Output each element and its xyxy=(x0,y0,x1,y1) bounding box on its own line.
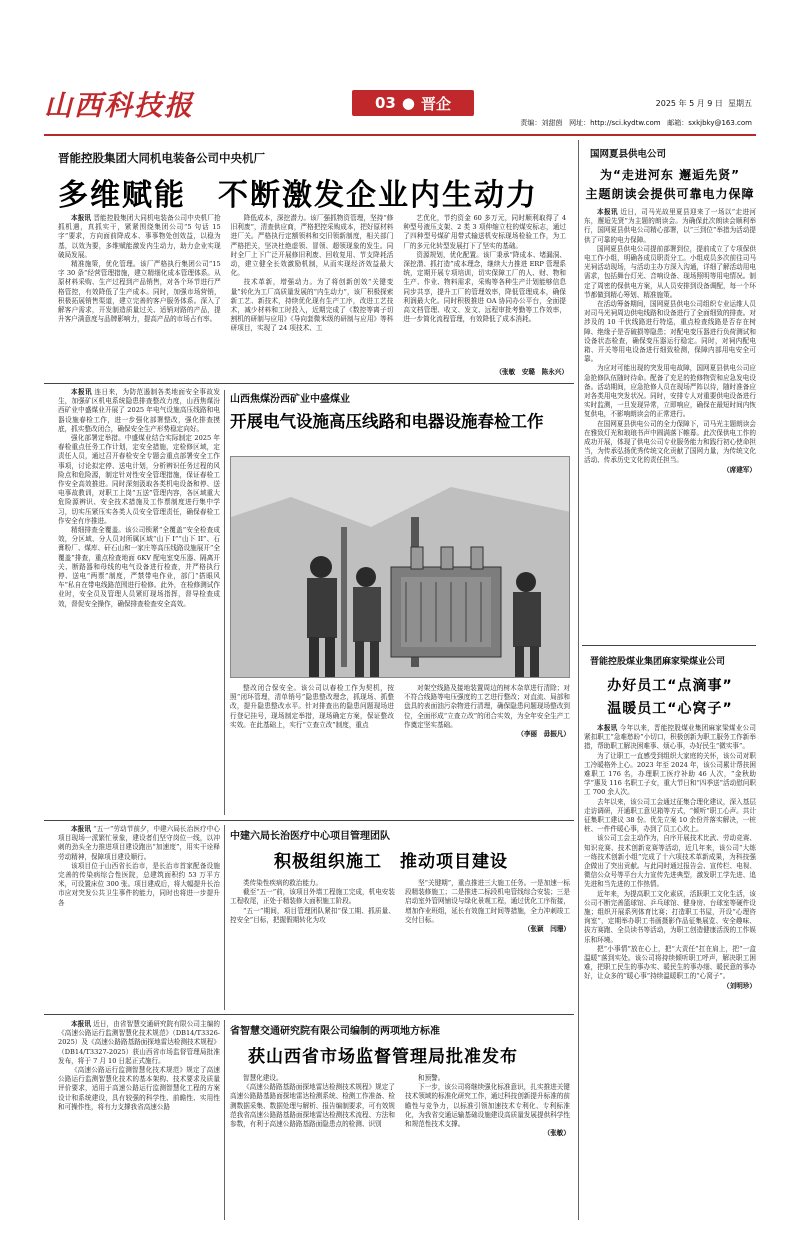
paragraph-text: 为应对可能出现的突发用电故障，国网夏县供电公司应急抢修队伍随时待命。配备了充足的抢修物资和应急发电设备。活动期间，应急抢修人员在现场严阵以待，随时准备应对各类用电突发状况。同时，安排专人对重要供电设备进行实时监测，一旦发现异常，立即响应，确保在最短时间内恢复供电，不影响朗读会的正常进行。 xyxy=(584,364,756,419)
paragraph-text: 近年来，为提高职工文化素质，活跃职工文化生活，该公司不断完善篮球馆、乒乓球馆、健身房、台球室等硬件设施；组织开展系列体育比赛；打造职工书屋，开设“心理咨询室”，定期举办职工书画摄影作品征集展览、安全趣味、拔方赛跑、全员读书等活动，为职工创造健康活泼的工作娱乐和环境。 xyxy=(584,889,756,944)
right-1-kicker: 国网夏县供电公司 xyxy=(590,149,667,160)
paragraph-lead: 本报讯 xyxy=(71,214,92,222)
feature-2-kicker: 中建六局长治医疗中心项目管理团队 xyxy=(230,831,390,842)
paragraph-text: 精细排查全覆盖。该公司锁紧“全覆盖”安全检查成效，分区域、分人员对所属区域“山下 I”“山下 II”、石膏粉厂、煤库、矸石山和一家庄等高压线路设施展开“全覆盖”排查，重点检查地面 6KV 配电室变压器、隔离开关、断路器和母线的电气设备进行检查，并严格执行停、送电“两票”制度，严禁带电作业，部门“搭眼风车”私自在带电线路范围进行检修。此外，在检修测试作业时，安全员及管理人员紧盯现场指挥，督导检查成效，督促安全操作，确保排查检查安全高效。 xyxy=(58,526,220,608)
right-2-headline-line2: 温暖员工“心窝子” xyxy=(607,701,733,717)
paragraph-text: 坚“关键期”，重点推进三大施工任务。一是加速一标段精装修施工；二是推进二标段机电管线综合安装；三是启动室外管网铺设与绿化景观工程，通过优化工序衔接，增加作业班组，延长有效施工时间等措施，全力冲刺竣工交付目标。 xyxy=(405,879,570,924)
lead-columns xyxy=(58,214,566,334)
paragraph xyxy=(584,945,756,982)
feature-2-byline: （张颖 闫珊） xyxy=(523,925,570,934)
divider xyxy=(44,820,574,821)
paragraph-text: 把“小事情”放在心上，把“大责任”扛在肩上，把“一盒温暖”落到实处。该公司将持续倾听职工呼声，解决职工困难，把职工民生的事办实、暖民生的事办细、暖民意的事办好，让众多的“暖心事”持续温暖职工的“心窝子”。 xyxy=(584,944,756,981)
paragraph xyxy=(58,862,220,908)
paragraph-text: 该公司工会主动作为，自序开展技术比武、劳动竞赛、知识竞赛、技术创新竞赛等活动，近几年来，该公司“大练一练技术创新小组”完成了十六项技术革新成果，为科技强企做出了突出贡献。与此同时通过报告会、宣传栏、电视、微信公众号等平台大力宣传先进典型，激发职工学先进、追先进和当先进的工作热情。 xyxy=(584,834,756,889)
paragraph xyxy=(230,879,395,888)
paragraph-text: 在国网夏县供电公司的全力保障下，司马光主题朗读会在雅致灯光和琅琅书声中圆满落下帷幕。此次保供电工作的成功开展，体现了供电公司专业服务能力和践行初心使命担当，为传承弘扬优秀传统文化贡献了国网力量，为传统文化活动、传承历史文化的责任担当。 xyxy=(584,419,756,465)
paragraph xyxy=(403,214,566,251)
paragraph xyxy=(231,214,394,278)
column-divider xyxy=(224,1020,225,1220)
left-4-body xyxy=(58,1020,220,1112)
divider xyxy=(582,645,756,646)
paragraph xyxy=(404,684,570,730)
paragraph xyxy=(584,752,756,798)
lead-column-1 xyxy=(58,214,221,334)
masthead xyxy=(44,82,756,134)
paragraph xyxy=(584,834,756,889)
paragraph-text: 下一步，该公司将继续强化标准意识，扎实推进关键技术领域的标准化研究工作，通过科技创新提升标准的前瞻性与竞争力，以标准引领加速技术专利化、专利标准化，为我省交通运输基础设施建设高质量发展提供科学性和规范性技术支撑。 xyxy=(405,1083,570,1129)
section-dot-icon: ● xyxy=(401,94,415,112)
right-article-1 xyxy=(584,140,756,640)
feature-article-1 xyxy=(228,388,574,816)
editor-text: 责编：刘甜茵 xyxy=(520,119,563,127)
lead-headline: 多维赋能 不断激发企业内生动力 xyxy=(58,178,538,213)
feature-photo xyxy=(230,456,570,678)
column-divider xyxy=(224,825,225,1010)
paragraph xyxy=(230,888,395,906)
issue-date xyxy=(656,98,752,109)
masthead-info xyxy=(520,118,752,128)
left-article-4 xyxy=(58,1020,220,1220)
paragraph xyxy=(230,907,395,925)
paragraph xyxy=(584,364,756,419)
paragraph-text: 为了让职工一直感受到组织大家庭的关怀，该公司对职工冷暖格外上心。2023 年至 2024 年，该公司累计帮扶困难职工 176 名，办理职工医疗补助 46 人次，“金秋助学”惠及 116 名职工子女，重大节日和“四季送”活动慰问职工 700 余人次。 xyxy=(584,751,756,797)
paragraph xyxy=(58,1066,220,1112)
feature-3-column-2 xyxy=(405,1074,570,1138)
paragraph-text: 精准施策，优化管理。该厂严格执行集团公司“15 字 30 条”经营管理措施，建立精细化成本管理体系。从原材料采购、生产过程到产品销售，对各个环节进行严格管控，有效降低了生产成本。同时，加强市场营销，积极拓展销售渠道，建立完善的客户服务体系。深入了解客户需求，开发制造质量过关、适销对路的产品，提升客户满意度与品牌影响力，提高产品的市场占有率。 xyxy=(58,260,221,324)
photo-illustration xyxy=(231,457,570,678)
paragraph xyxy=(230,1074,395,1083)
feature-3-byline: （张敏） xyxy=(543,1129,570,1138)
paragraph xyxy=(584,300,756,364)
right-2-kicker: 晋能控股煤业集团麻家梁煤业公司 xyxy=(590,657,726,667)
right-2-byline: （刘明珍） xyxy=(723,981,756,990)
paragraph-text: 截至“五一”前，该项目外墙工程施工完成，机电安装工程收尾，正处于精装修大面积施工阶段。 xyxy=(230,888,395,906)
paragraph xyxy=(405,1083,570,1129)
feature-1-byline: （李丽 毋振凡） xyxy=(517,730,570,739)
left-3-body xyxy=(58,825,220,908)
right-2-headline-line1: 办好员工“点滴事” xyxy=(607,678,733,694)
feature-1-kicker: 山西焦煤汾西矿业中盛煤业 xyxy=(230,394,350,405)
feature-2-column-1 xyxy=(230,879,395,934)
paragraph xyxy=(58,1020,220,1066)
weekday-text: 星期五 xyxy=(728,99,752,108)
paragraph xyxy=(58,434,220,526)
paragraph-lead: 本报讯 xyxy=(597,724,618,732)
divider xyxy=(44,383,574,384)
feature-1-text-col2 xyxy=(404,684,570,739)
paragraph xyxy=(58,388,220,434)
right-1-headline-line1: 为“走进河东 邂逅先贤” xyxy=(600,168,740,182)
feature-2-columns xyxy=(230,879,570,934)
paragraph-lead: 本报讯 xyxy=(71,825,91,833)
lead-byline: （张敏 安璐 陈永兴） xyxy=(495,368,568,376)
email-label: 邮箱： xyxy=(667,119,689,127)
feature-1-headline: 开展电气设施高压线路和电器设施春检工作 xyxy=(230,412,544,431)
left-article-3 xyxy=(58,825,220,1010)
lead-kicker: 晋能控股集团大同机电装备公司中央机厂 xyxy=(58,151,265,165)
paragraph xyxy=(584,245,756,300)
paragraph-text: 近日，由省智慧交通研究院有限公司主编的《高速公路运行监测智慧化技术规范》（DB14/T3326-2025）及《高速公路路基路面探地雷达检测技术规程》（DB14/T3327-2025）获山西省市场监督管理局批准发布，将于 7 月 10 日起正式施行。 xyxy=(58,1020,220,1065)
right-2-body xyxy=(584,724,756,982)
paragraph-lead: 本报讯 xyxy=(597,208,618,216)
date-text: 2025 年 5 月 9 日 xyxy=(655,99,723,108)
paragraph xyxy=(58,825,220,862)
paragraph-text: 《高速公路运行监测智慧化技术规范》规定了高速公路运行监测智慧化技术的基本架构、技术要求及质量评价要求，适用于高速公路运行监测智慧化工程的方案设计和系统建设，具有较强的科学性、前瞻性、实用性和可操作性，将有力支撑我省高速公路 xyxy=(58,1066,220,1111)
paragraph xyxy=(584,208,756,245)
paragraph xyxy=(58,214,221,260)
paragraph-text: 强化部署定举措。中盛煤业结合实际制定 2025 年春检重点任务工作计划，定安全措施，定检修区域，定责任人员，通过召开春检安全专题会重点部署安全工作事项，讨论拟定停、送电计划，分析辨识任务过程的风险点和危险源，制定针对性安全管理措施，保证春检工作安全高效推进。同时深刻汲取各类机电设备和停、送电事故教训，对职工上岗“五送”管理内容，各区域重大危险源辨识、安全技术措施及工作票制度进行集中学习，切实压紧压实各类人员安全管理责任，确保春检工作安全有序推进。 xyxy=(58,434,220,525)
lead-column-2 xyxy=(231,214,394,334)
paragraph-text: 和预警。 xyxy=(418,1074,445,1082)
feature-1-text-col1 xyxy=(230,684,394,730)
section-name: 晋企 xyxy=(420,94,451,113)
feature-3-kicker: 省智慧交通研究院有限公司编制的两项地方标准 xyxy=(230,1026,440,1037)
right-1-byline: （席建军） xyxy=(723,465,756,474)
paragraph-text: 国网夏县供电公司提前部署到位，提前成立了专项保供电工作小组，明确各成员职责分工。小组成员多次前往司马光祠活动现场，与活动主办方深入沟通，详细了解活动用电需求，包括舞台灯光、音响设备、现场照明等用电情况。制定了周密的保供电方案，从人员安排到设备调配，每一个环节都做到精心筹划、精准施策。 xyxy=(584,244,756,299)
paragraph-text: “五一”期间，项目管理团队紧扣“保工期、抓质量、控安全”目标，把握假期转化为攻 xyxy=(230,906,395,924)
paragraph xyxy=(405,879,570,925)
paragraph-text: 整改闭合保安全。该公司以春检工作为契机，按照“闭环管理，清单销号”隐患整改理念，抓现场、抓整改，提升隐患整改水平。针对排查出的隐患问题现场进行登记挂号，现场制定举措，现场确定方案，保证整改实效。在此基础上，实行“立查立改”制度，重点 xyxy=(230,684,394,729)
newspaper-logo: 山西科技报 xyxy=(44,89,195,122)
section-number: 03 xyxy=(375,94,396,112)
website-label: 网址： xyxy=(569,119,591,127)
right-1-headline-line2: 主题朗读会提供可靠电力保障 xyxy=(585,187,755,201)
left-article-2 xyxy=(58,388,220,813)
masthead-rule xyxy=(44,134,756,136)
paragraph xyxy=(230,1083,395,1129)
paragraph-text: 对架空线路及接地装置周边的树木杂草进行清除；对不符合线路等电压强度的工艺进行整改；对直流、局部和盘具的表面油污杂物进行清理，确保隐患问题现场整改到位，全面形成“立查立改”的闭合实效，为全年安全生产工作奠定坚实基础。 xyxy=(404,684,570,729)
paragraph-lead: 本报讯 xyxy=(71,1020,92,1028)
paragraph-text: 《高速公路路基路面探地雷达检测技术规程》规定了高速公路路基路面探地雷达检测系统、检测工作准备、检测数据采集、数据处理与解析、报告编制要求，可有效规范我省高速公路路基路面探地雷达检测技术流程、方法和参数，有利于高速公路路基路面隐患点的检测、识别 xyxy=(230,1083,395,1129)
paragraph-text: 资源规划，优化配置。该厂秉承“降成本、堵漏洞、深挖潜、抓打造”成本理念，继续大力推进 ERP 管理系统，定期开展专项培训，切实保障工厂的人、财、物和生产、作业、物料需求，采购等各种生产计划能够信息同步共享，提升工厂的管理效率，降低管理成本，确保利润最大化。同时积极推进 OA 协同办公平台，全面提高文档管理、收文、发文、远程审批考勤等工作效率，进一步简化流程管理，有效降低了成本消耗。 xyxy=(403,250,567,324)
website-link[interactable]: http://sci.kydtw.com xyxy=(590,119,661,127)
paragraph-text: 智慧化建设。 xyxy=(243,1074,283,1082)
feature-2-column-2 xyxy=(405,879,570,934)
paragraph-text: 连日来，为防范遏制各类地面安全事故发生，加强矿区机电系统隐患排查整改力度，山西焦煤汾西矿业中盛煤业开展了 2025 年电气设施高压线路和电器设施春检工作，进一步强化部署整改，强化排查摸底，抓实整改闭合，确保安全生产形势稳定向好。 xyxy=(58,388,220,433)
feature-3-headline: 获山西省市场监督管理局批准发布 xyxy=(248,1047,518,1067)
paragraph-text: “五一”劳动节前夕，中建六局长治医疗中心项目现场一派繁忙景象，建设者们坚守岗位一线，以冲刺的劲头全力推进项目建设跑出“加速度”，用实干诠释劳动精神，保障项目建设顺行。 xyxy=(58,825,220,861)
paragraph-text: 今年以来，晋能控股煤业集团麻家梁煤业公司紧扣职工“急难愁盼”小切口，积极创新为职工服务工作新举措，帮助职工解决困难事、烦心事，办好民生“微实事”。 xyxy=(584,724,756,751)
divider xyxy=(44,1014,574,1015)
paragraph-text: 近日，司马光故里夏县迎来了一场以“走进河东，邂逅先贤”为主题的朗读会。为确保此次朗读会顺利举行，国网夏县供电公司精心部署，以“三到位”举措为活动提供了可靠的电力保障。 xyxy=(584,208,756,244)
feature-article-2 xyxy=(228,825,574,1010)
paragraph-text: 降低成本，深挖潜力。该厂强抓物资管理，坚持“修旧利废”，清查供应商，严格把控采购成本，把好原材料进厂关。严格执行定额领料和交旧领新制度，相关部门严格把关，坚决杜绝虚领、冒领、超领现象的发生。同时全厂上下广泛开展修旧利废、回收复用、节支降耗活动，建立健全长效激励机制，从而实现经济效益最大化。 xyxy=(230,214,394,278)
paragraph-text: 晋能控股集团大同机电装备公司中央机厂抢抓机遇，真抓实干，紧紧围绕集团公司“5 句话 15 字”要求，方向面前降成本、事事物处创效益，以稳为基，以效为要，多维赋能激发内生动力，助力企业实现破局发展。 xyxy=(58,214,221,259)
column-divider xyxy=(224,390,225,815)
paragraph-text: 在活动筹备期间，国网夏县供电公司组织专业运维人员对司马光祠周边供电线路和设备进行了全面细致的排查。对涉及的 10 千伏线路进行特巡，重点检查线路是否存在树障、绝缘子是否破损等隐患；对配电变压器进行负荷测试和设备状态检查，确保变压器运行稳定。同时，对祠内配电箱、开关等用电设备进行细致检测，保障内部用电安全可靠。 xyxy=(584,300,756,364)
paragraph-text: 类传染性疾病的救治能力。 xyxy=(243,879,323,887)
feature-1-cont-body xyxy=(230,684,394,730)
paragraph xyxy=(584,798,756,835)
paragraph-text: 该项目位于山西省长治市，是长治市首家配备设施完善的传染病综合性医院，总建筑面积约 53 万平方米，可设置床位 300 张。项目建成后，将大幅提升长治市应对突发公共卫生事件的能力，同时也将进一步提升各 xyxy=(58,861,220,907)
feature-3-columns xyxy=(230,1074,570,1138)
paragraph-text: 去年以来，该公司工会通过征集合理化建议，深入基层走访调研，开通职工意见箱等方式，“倾听”职工心声。共计征集职工建议 38 份。优先立案 10 余份并落实解决，一桩桩、一件件暖心事，办到了员工心坎上。 xyxy=(584,797,756,834)
left-2-body xyxy=(58,388,220,609)
paragraph xyxy=(230,684,394,730)
paragraph xyxy=(231,278,394,333)
paragraph xyxy=(403,251,566,325)
right-1-body xyxy=(584,208,756,466)
feature-3-column-1 xyxy=(230,1074,395,1138)
paragraph-lead: 本报讯 xyxy=(71,388,92,396)
paragraph-text: 技术革新，增强动力。为了将创新创效“关键变量”转化为工厂高质量发展的“内生动力”，该厂积极探索新工艺、新技术，持续优化现有生产工序，改进工艺技术，减少材料和工时投入，近期完成了《数控等离子切割机的研制与应用》《导向套微米级的研制与应用》等科研项目，实现了 24 项技术、工 xyxy=(230,278,394,333)
section-tab xyxy=(352,90,474,116)
paragraph xyxy=(58,260,221,324)
paragraph xyxy=(584,420,756,466)
feature-2-headline: 积极组织施工 推动项目建设 xyxy=(274,852,508,872)
paragraph xyxy=(584,890,756,945)
feature-1-cont-body-2 xyxy=(404,684,570,730)
paragraph xyxy=(584,724,756,752)
feature-article-3 xyxy=(228,1020,574,1220)
column-divider xyxy=(578,140,579,1220)
email-link[interactable]: sxkjbky@163.com xyxy=(688,119,752,127)
paragraph-text: 艺优化，节约资金 60 多万元，同时顺利取得了 4 种型号液压支架、2 类 3 项伸缩立柱的煤安标志，通过了四种型号煤矿用带式输送机安标现场检验工作，为工厂的多元化转型发展打下了坚实的基础。 xyxy=(403,214,567,250)
paragraph xyxy=(405,1074,570,1083)
right-article-2 xyxy=(584,650,756,1210)
lead-column-3 xyxy=(403,214,566,334)
paragraph xyxy=(58,526,220,609)
